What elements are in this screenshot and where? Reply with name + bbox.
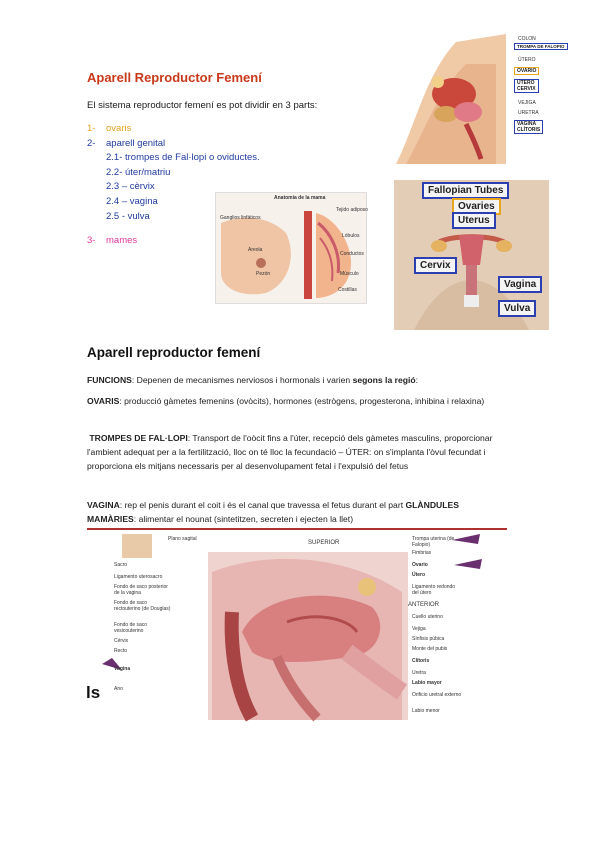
breast-anatomy-figure bbox=[215, 192, 367, 304]
left-label-3: Fondo de saco rectouterino (de Douglas) bbox=[114, 600, 171, 612]
label-vagina: Vagina bbox=[498, 276, 542, 293]
label-ovaries: Ovaries bbox=[452, 198, 501, 215]
left-label-7: Vagina bbox=[114, 666, 131, 672]
label-ovario: OVARIO bbox=[514, 67, 539, 75]
label-plano-sagital: Plano sagital bbox=[168, 536, 197, 542]
funcions-paragraph: FUNCIONS: Depenen de mecanismes nerviosos i hormonals i varien segons la regió: bbox=[87, 375, 419, 385]
label-utero-2: ÚTERO CERVIX bbox=[514, 79, 539, 93]
page-title: Aparell Reproductor Femení bbox=[87, 70, 262, 85]
label-vejiga: VEJIGA bbox=[518, 100, 536, 106]
breast-label-7: Costillas bbox=[338, 287, 357, 293]
right-label-12: Orificio uretral externo bbox=[412, 692, 462, 698]
vagina-paragraph: VAGINA: rep el penis durant el coit i és el canal que travessa el fetus durant el part GLÀNDULES MAMÀRIES: alimentar el nounat (sintetitzen, secreten i ejecten la llet) bbox=[87, 500, 459, 524]
right-label-11: Labio mayor bbox=[412, 680, 442, 686]
list-item: 2.4 – vagina bbox=[106, 195, 158, 207]
breast-label-6: Músculo bbox=[340, 271, 359, 277]
label-fallopian: TROMPA DE FALOPIO bbox=[514, 43, 568, 50]
label-anterior: ANTERIOR bbox=[408, 602, 440, 608]
left-label-5: Cérvix bbox=[114, 638, 129, 644]
label-vulva: Vulva bbox=[498, 300, 536, 317]
left-label-1: Ligamento uterosacro bbox=[114, 574, 163, 580]
label-cervix: Cervix bbox=[414, 257, 457, 274]
right-label-4: Ligamento redondo del útero bbox=[412, 584, 456, 596]
breast-label-1: Tejido adiposo bbox=[336, 207, 368, 213]
right-label-9: Clítoris bbox=[412, 658, 430, 664]
list-item: 2.2- úter/matriu bbox=[106, 166, 171, 178]
ovaris-paragraph: OVARIS: producció gàmetes femenins (ovòcits), hormones (estrògens, progesterona, inhibina i relaxina) bbox=[87, 396, 485, 406]
right-label-2: Ovario bbox=[412, 562, 428, 568]
pelvis-lateral-figure bbox=[396, 34, 565, 164]
left-label-2: Fondo de saco posterior de la vagina bbox=[114, 584, 168, 596]
right-label-7: Sínfisis púbica bbox=[412, 636, 445, 642]
right-label-10: Uretra bbox=[412, 670, 426, 676]
breast-label-0: Ganglios linfáticos bbox=[220, 215, 261, 221]
list-item: 2.5 - vulva bbox=[106, 210, 150, 222]
list-item: 3- mames bbox=[87, 235, 138, 247]
trompes-paragraph: TROMPES DE FAL·LOPI: Transport de l'oòcit fins a l'úter, recepció dels gàmetes masculins, proporcionar l'ambient adequat per a la fertilització, lloc on té lloc la fecundació – ÚTER: on s'implanta l'òvul fecundat i proporciona els mitjans necessaris per al desenvolupament fetal i l'expulsió del fetus bbox=[87, 433, 493, 471]
right-label-5: Cuello uterino bbox=[412, 614, 443, 620]
breast-label-4: Lóbulos bbox=[342, 233, 360, 239]
sagittal-section-figure bbox=[112, 532, 502, 720]
list-item: 1- ovaris bbox=[87, 123, 132, 134]
intro-text: El sistema reproductor femení es pot dividir en 3 parts: bbox=[87, 100, 318, 111]
section-title: Aparell reproductor femení bbox=[87, 345, 261, 360]
list-item: 2.1- trompes de Fal·lopi o oviductes. bbox=[106, 152, 260, 164]
breast-label-3: Pezón bbox=[256, 271, 271, 277]
left-label-8: Ano bbox=[114, 686, 123, 692]
pelvis-lateral-illustration bbox=[396, 34, 556, 164]
list-item: 2- aparell genital bbox=[87, 137, 166, 149]
left-label-4: Fondo de saco vesicouterino bbox=[114, 622, 148, 634]
text-fragment: ls bbox=[86, 683, 101, 702]
right-label-0: Trompa uterina (de Falopio) bbox=[412, 536, 455, 548]
right-label-6: Vejiga bbox=[412, 626, 426, 632]
label-uterus: Uterus bbox=[452, 212, 496, 229]
right-label-1: Fimbrias bbox=[412, 550, 432, 556]
breast-figure-title: Anatomía de la mama bbox=[274, 195, 326, 201]
breast-label-5: Conductos bbox=[340, 251, 364, 257]
label-colon: COLON bbox=[518, 36, 536, 42]
right-label-3: Útero bbox=[412, 572, 426, 578]
right-label-8: Monte del pubis bbox=[412, 646, 448, 652]
front-view-figure bbox=[394, 180, 549, 330]
divider-line bbox=[87, 528, 507, 530]
label-superior: SUPERIOR bbox=[308, 540, 340, 546]
label-utero-1: ÚTERO bbox=[518, 57, 536, 63]
left-label-0: Sacro bbox=[114, 562, 128, 568]
left-label-6: Recto bbox=[114, 648, 128, 654]
right-label-13: Labio menor bbox=[412, 708, 440, 714]
list-item: 2.3 – cèrvix bbox=[106, 181, 155, 193]
label-fallopian-tubes: Fallopian Tubes bbox=[422, 182, 509, 199]
label-vagina-clitoris: VAGINA CLÍTORIS bbox=[514, 120, 543, 134]
breast-label-2: Areola bbox=[248, 247, 263, 253]
label-uretra: URETRA bbox=[518, 110, 539, 116]
